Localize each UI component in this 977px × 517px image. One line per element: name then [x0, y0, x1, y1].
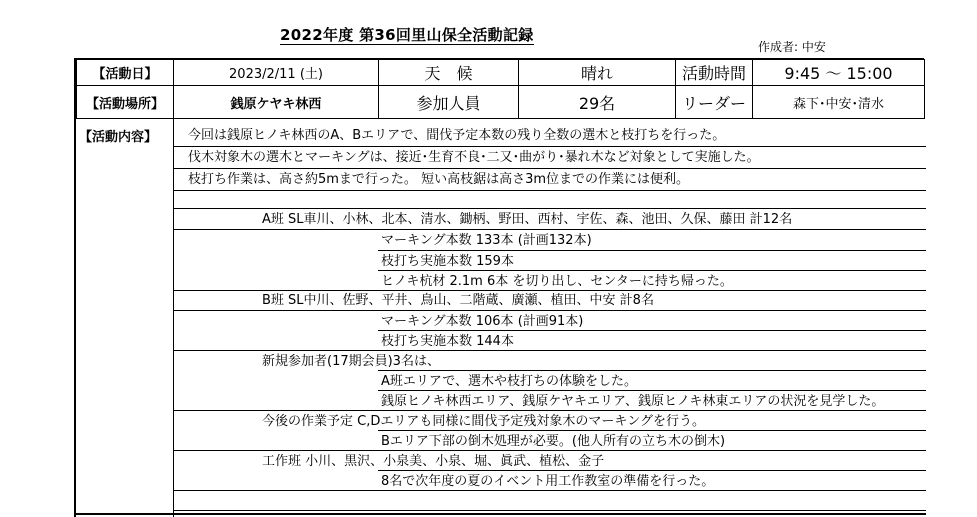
craft-team-activity: 8名で次年度の夏のイベント用工作教室の準備を行った。	[381, 474, 715, 489]
row-divider	[378, 470, 926, 471]
future-plan-detail: Bエリア下部の倒木処理が必要。(他人所有の立ち木の倒木)	[381, 434, 726, 449]
content-label: 【活動内容】	[79, 130, 158, 145]
row-divider	[174, 146, 926, 147]
team-b-members: B班 SL中川、佐野、平井、鳥山、二階蔵、廣瀬、植田、中安 計8名	[262, 293, 654, 308]
row-divider	[174, 490, 926, 491]
row-divider	[378, 270, 926, 271]
content-label-column	[76, 118, 174, 517]
weather-label: 天 候	[379, 60, 519, 86]
row-divider	[174, 229, 926, 230]
time-label: 活動時間	[676, 60, 753, 86]
author-label: 作成者: 中安	[758, 40, 826, 54]
row-divider	[174, 350, 926, 351]
row-divider	[174, 450, 926, 451]
leader-label: リーダー	[676, 86, 753, 119]
team-a-members: A班 SL車川、小林、北本、清水、鋤柄、野田、西村、宇佐、森、池田、久保、藤田 計12名	[262, 212, 793, 227]
new-members-tour: 銭原ヒノキ林西エリア、銭原ケヤキエリア、銭原ヒノキ林東エリアの状況を見学した。	[381, 394, 885, 409]
row-divider	[174, 290, 926, 291]
team-b-pruning: 枝打ち実施本数 144本	[381, 334, 514, 349]
date-label: 【活動日】	[77, 60, 174, 86]
content-line: 枝打ち作業は、高さ約5mまで行った。 短い高枝鋸は高さ3m位までの作業には便利。	[188, 172, 690, 187]
row-divider	[174, 410, 926, 411]
content-line: 今回は銭原ヒノキ林西のA、Bエリアで、間伐予定本数の残り全数の選木と枝打ちを行った。	[188, 128, 726, 143]
row-divider	[174, 208, 926, 209]
header-table	[76, 59, 925, 119]
future-plan: 今後の作業予定 C,Dエリアも同様に間伐予定残対象木のマーキングを行う。	[262, 414, 705, 429]
row-divider	[378, 250, 926, 251]
time-value: 9:45 ～ 15:00	[753, 60, 925, 86]
participants-label: 参加人員	[379, 86, 519, 119]
participants-value: 29名	[519, 86, 676, 119]
page-title: 2022年度 第36回里山保全活動記録	[280, 26, 534, 44]
place-label: 【活動場所】	[77, 86, 174, 119]
team-a-marking: マーキング本数 133本 (計画132本)	[381, 233, 592, 248]
team-a-pruning: 枝打ち実施本数 159本	[381, 254, 514, 269]
team-a-timber: ヒノキ杭材 2.1m 6本 を切り出し、センターに持ち帰った。	[381, 274, 733, 289]
row-divider	[174, 310, 926, 311]
place-value: 銭原ケヤキ林西	[174, 86, 379, 119]
row-divider	[378, 330, 926, 331]
table-bottom-border	[76, 513, 926, 515]
content-line: 伐木対象木の選木とマーキングは、接近･生育不良･二又･曲がり･暴れ木など対象として実施した。	[188, 150, 760, 165]
new-members: 新規参加者(17期会員)3名は、	[262, 354, 440, 369]
header-row-place	[77, 86, 925, 119]
team-b-marking: マーキング本数 106本 (計画91本)	[381, 314, 584, 329]
leader-value: 森下･中安･清水	[753, 86, 925, 119]
row-divider	[174, 190, 926, 191]
row-divider	[378, 370, 926, 371]
header-row-date	[77, 60, 925, 86]
row-divider	[378, 430, 926, 431]
weather-value: 晴れ	[519, 60, 676, 86]
content-area	[174, 118, 926, 517]
row-divider	[378, 390, 926, 391]
row-divider	[174, 168, 926, 169]
date-value: 2023/2/11 (土)	[174, 60, 379, 86]
new-members-experience: A班エリアで、選木や枝打ちの体験をした。	[381, 374, 638, 389]
craft-team-members: 工作班 小川、黒沢、小泉美、小泉、堀、眞武、植松、金子	[262, 454, 605, 469]
row-divider	[174, 510, 926, 511]
